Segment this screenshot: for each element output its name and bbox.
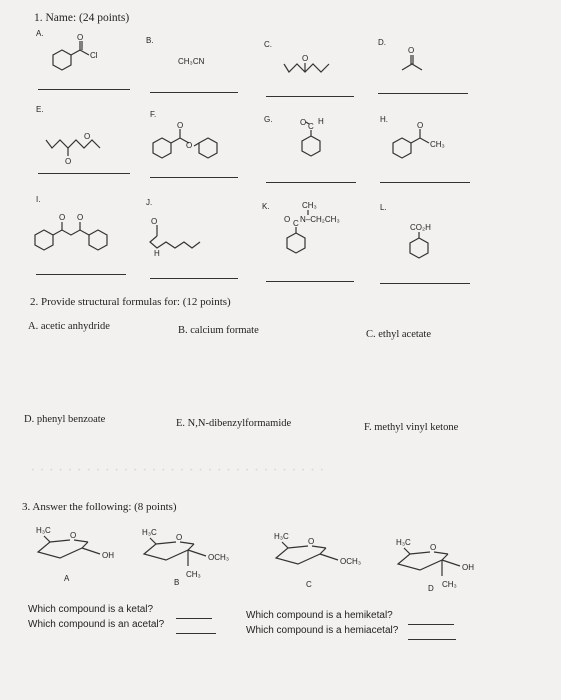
structure-l-benzoic-acid <box>406 222 456 267</box>
answer-line-d[interactable] <box>378 93 468 94</box>
compound-b-structure <box>136 526 256 581</box>
structure-k-amide <box>282 200 372 260</box>
label-f: F. <box>150 110 157 119</box>
answer-line-k[interactable] <box>266 281 354 282</box>
answer-line-j[interactable] <box>150 278 238 279</box>
svg-text:N–CH₂CH₃: N–CH₂CH₃ <box>300 215 340 224</box>
structure-h-acetophenone <box>392 122 472 167</box>
svg-text:O: O <box>176 533 183 542</box>
q2-item-c: C. ethyl acetate <box>366 329 432 340</box>
structure-a-benzoyl-chloride <box>52 33 112 76</box>
answer-line-b[interactable] <box>150 92 238 93</box>
compound-d-label: D <box>428 584 434 593</box>
svg-text:O: O <box>300 118 307 127</box>
label-c: C. <box>264 40 272 49</box>
structure-d-acetone <box>400 46 440 76</box>
svg-text:O: O <box>417 121 424 130</box>
svg-text:CH₃: CH₃ <box>430 140 445 149</box>
question-acetal: Which compound is an acetal? <box>28 619 165 630</box>
q2-item-f: F. methyl vinyl ketone <box>364 422 459 433</box>
svg-text:H: H <box>154 249 160 258</box>
svg-text:O: O <box>151 217 158 226</box>
svg-text:H₃C: H₃C <box>396 538 411 547</box>
q2-item-a: A. acetic anhydride <box>28 321 110 332</box>
structure-f-phenyl-ester <box>152 122 262 167</box>
structure-j-amide <box>148 217 228 265</box>
answer-line-e[interactable] <box>38 173 130 174</box>
svg-text:CO₂H: CO₂H <box>410 223 431 232</box>
q2-heading: 2. Provide structural formulas for: (12 points) <box>30 296 231 308</box>
svg-text:CH₃: CH₃ <box>302 201 317 210</box>
svg-text:O: O <box>186 141 193 150</box>
compound-b-label: B <box>174 578 180 587</box>
answer-line-hemiacetal[interactable] <box>408 639 456 640</box>
q2-item-b: B. calcium formate <box>178 325 259 336</box>
svg-text:H₃C: H₃C <box>142 528 157 537</box>
answer-line-c[interactable] <box>266 96 354 97</box>
question-hemiketal: Which compound is a hemiketal? <box>246 610 393 621</box>
svg-text:H₃C: H₃C <box>36 526 51 535</box>
answer-line-ketal[interactable] <box>176 618 212 619</box>
label-g: G. <box>264 115 273 124</box>
answer-line-h[interactable] <box>380 182 470 183</box>
label-b: B. <box>146 36 154 45</box>
answer-line-hemiketal[interactable] <box>408 624 454 625</box>
svg-text:O: O <box>177 121 184 130</box>
compound-c-label: C <box>306 580 312 589</box>
svg-text:CH₃: CH₃ <box>442 580 457 589</box>
q2-item-d: D. phenyl benzoate <box>24 414 106 425</box>
q2-item-e: E. N,N-dibenzylformamide <box>176 418 292 429</box>
svg-text:H: H <box>318 117 324 126</box>
answer-line-acetal[interactable] <box>176 633 216 634</box>
svg-text:OCH₃: OCH₃ <box>340 557 362 566</box>
svg-text:O: O <box>308 537 315 546</box>
structure-c-ketone <box>282 52 342 82</box>
svg-text:Cl: Cl <box>90 51 98 60</box>
q1-heading: 1. Name: (24 points) <box>34 12 130 24</box>
svg-text:O: O <box>65 157 72 166</box>
question-hemiacetal: Which compound is a hemiacetal? <box>246 625 399 636</box>
structure-i-anhydride <box>34 210 134 255</box>
svg-text:O: O <box>430 543 437 552</box>
svg-text:O: O <box>302 54 309 63</box>
label-l: L. <box>380 203 387 212</box>
label-a: A. <box>36 29 44 38</box>
structure-g-benzaldehyde <box>298 116 348 171</box>
label-j: J. <box>146 198 153 207</box>
q3-heading: 3. Answer the following: (8 points) <box>22 501 177 513</box>
compound-a-label: A <box>64 574 70 583</box>
svg-text:O: O <box>77 33 84 42</box>
svg-text:O: O <box>70 531 77 540</box>
answer-line-a[interactable] <box>38 89 130 90</box>
svg-text:CH₃: CH₃ <box>186 570 201 579</box>
answer-line-f[interactable] <box>150 177 238 178</box>
compound-d-structure <box>390 536 510 596</box>
svg-text:OH: OH <box>462 563 474 572</box>
svg-text:O: O <box>84 132 91 141</box>
structure-b-text: CH₃CN <box>178 57 205 66</box>
svg-text:OCH₃: OCH₃ <box>208 553 230 562</box>
label-h: H. <box>380 115 388 124</box>
label-i: I. <box>36 195 41 204</box>
label-e: E. <box>36 105 44 114</box>
svg-text:H₃C: H₃C <box>274 532 289 541</box>
structure-e-ester <box>44 130 124 165</box>
label-d: D. <box>378 38 386 47</box>
svg-text:O: O <box>77 213 84 222</box>
svg-text:C: C <box>308 122 314 131</box>
answer-line-g[interactable] <box>266 182 356 183</box>
svg-text:O: O <box>59 213 66 222</box>
bleed-through-text: · · · · · · · · · · · · · · · · · · · · · · · · · · · · · · · · <box>30 462 325 479</box>
svg-text:O: O <box>408 46 415 55</box>
svg-text:C: C <box>293 219 299 228</box>
compound-a-structure <box>30 524 140 564</box>
answer-line-l[interactable] <box>380 283 470 284</box>
svg-text:O: O <box>284 215 291 224</box>
svg-text:OH: OH <box>102 551 114 560</box>
question-ketal: Which compound is a ketal? <box>28 604 154 615</box>
answer-line-i[interactable] <box>36 274 126 275</box>
compound-c-structure <box>268 530 388 575</box>
label-k: K. <box>262 202 270 211</box>
